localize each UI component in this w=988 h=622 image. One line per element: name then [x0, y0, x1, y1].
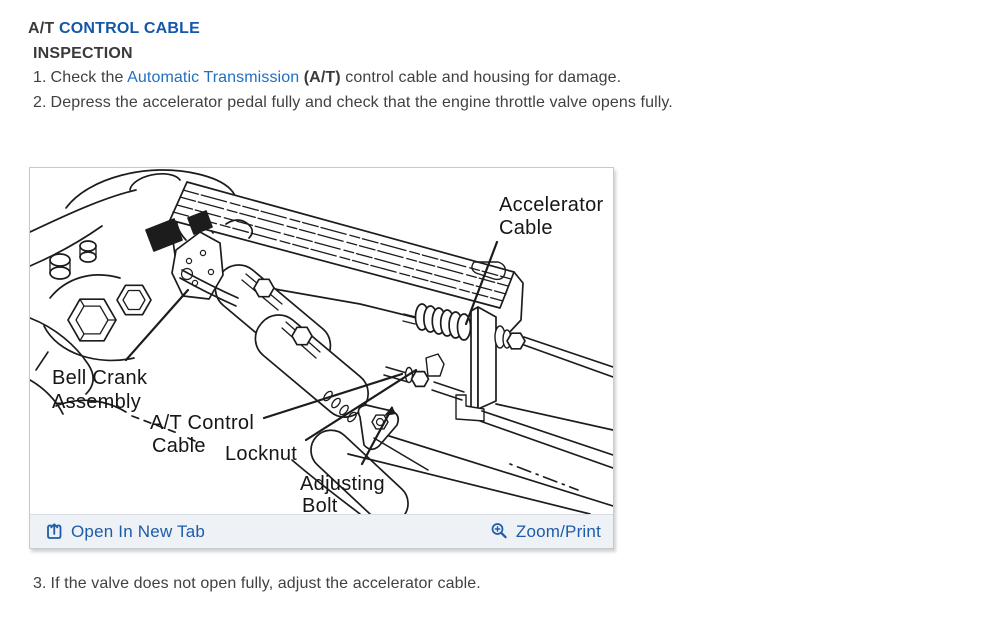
label-accelerator-cable: Accelerator	[499, 194, 604, 216]
inspection-step-3	[33, 575, 481, 593]
page-title	[28, 20, 200, 38]
label-bell-crank-assembly: Bell Crank	[52, 367, 148, 389]
step-number: 1.	[33, 69, 47, 86]
figure-panel	[29, 167, 614, 549]
step2-text: Depress the accelerator pedal fully and check that the engine throttle valve opens fully.	[50, 94, 673, 111]
open-in-new-tab-button[interactable]	[45, 522, 205, 542]
zoom-plus-icon	[490, 522, 509, 541]
label-adjusting-bolt: Adjusting	[300, 473, 385, 495]
step1-text-bold: (A/T)	[299, 69, 346, 86]
engine-diagram-image	[30, 168, 613, 514]
label-locknut: Locknut	[225, 443, 298, 465]
step1-text-pre: Check the	[50, 69, 128, 86]
inspection-step-1	[33, 69, 621, 87]
svg-text:Assembly: Assembly	[52, 391, 142, 413]
engine-line-drawing	[30, 168, 613, 514]
page-title-prefix: A/T	[28, 20, 60, 37]
label-at-control-cable: A/T Control	[150, 412, 255, 434]
section-subheading: INSPECTION	[33, 45, 133, 62]
automatic-transmission-link[interactable]: Automatic Transmission	[127, 69, 300, 86]
open-in-new-tab-icon	[45, 522, 64, 541]
zoom-print-label: Zoom/Print	[515, 521, 601, 541]
step1-text-post: control cable and housing for damage.	[345, 69, 622, 86]
page-title-link[interactable]: CONTROL CABLE	[59, 20, 200, 37]
step-number: 3.	[33, 575, 47, 592]
svg-text:Bolt: Bolt	[302, 495, 338, 514]
svg-text:Cable: Cable	[499, 217, 553, 239]
svg-text:Cable: Cable	[152, 435, 206, 457]
cables-lower-right	[292, 404, 613, 514]
figure-toolbar	[30, 514, 613, 548]
cable-fittings	[480, 326, 613, 468]
hoses	[206, 256, 377, 426]
inspection-step-2	[33, 94, 673, 112]
zoom-print-button[interactable]	[490, 522, 601, 542]
step3-text: If the valve does not open fully, adjust the accelerator cable.	[50, 575, 481, 592]
coil-spring	[403, 304, 471, 340]
step-number: 2.	[33, 94, 47, 111]
open-in-new-tab-label: Open In New Tab	[71, 521, 206, 541]
